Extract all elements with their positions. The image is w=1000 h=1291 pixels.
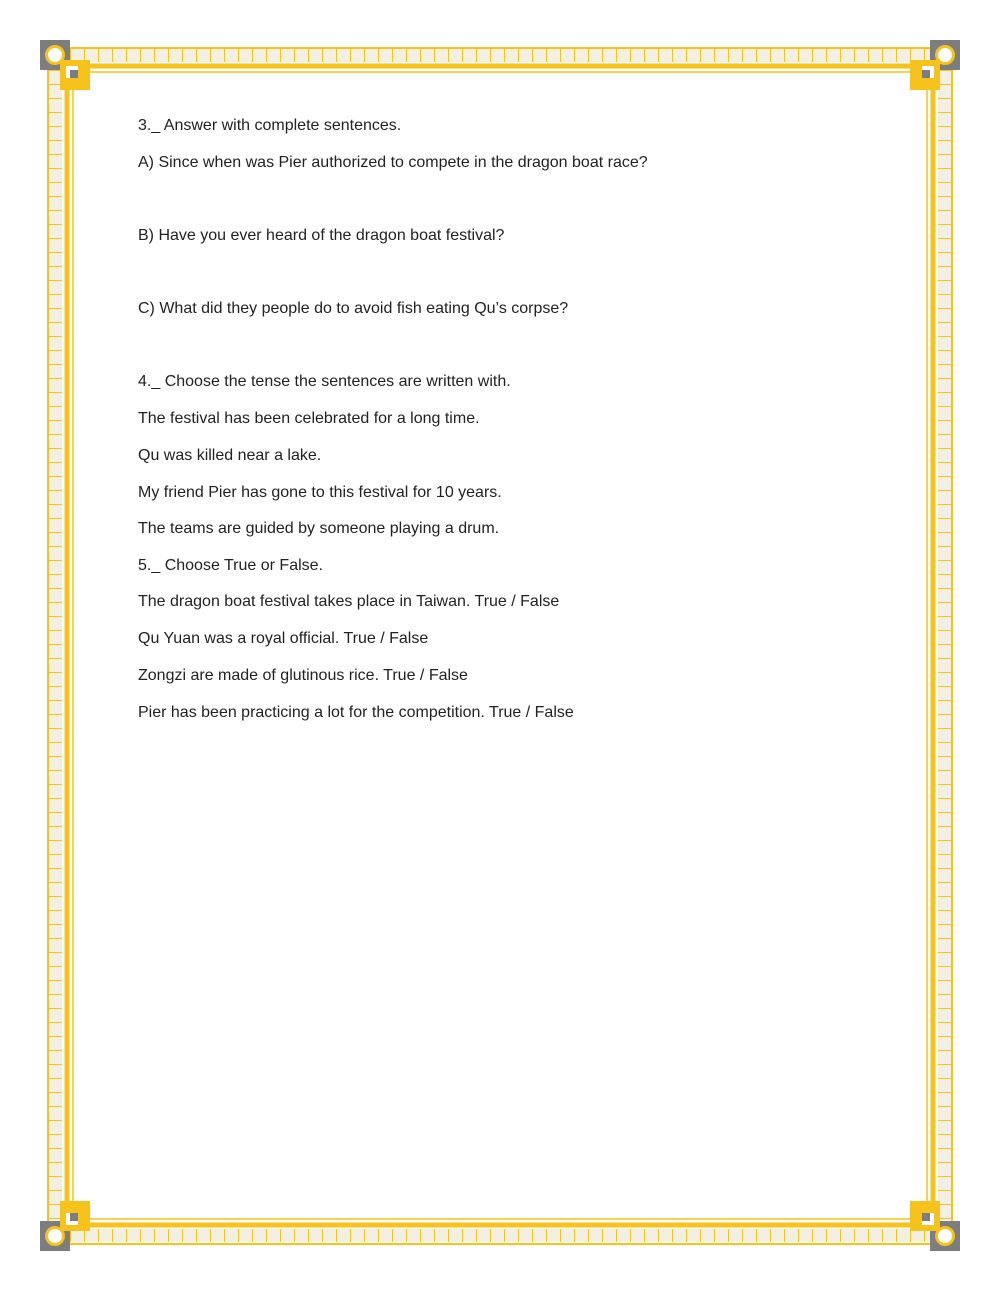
- question-b: B) Have you ever heard of the dragon boat festival?: [138, 227, 505, 244]
- true-false-item-1: The dragon boat festival takes place in Taiwan. True / False: [138, 593, 560, 610]
- tense-item-4: The teams are guided by someone playing a drum.: [138, 520, 500, 537]
- true-false-item-3: Zongzi are made of glutinous rice. True / False: [138, 667, 468, 684]
- question-a: A) Since when was Pier authorized to compete in the dragon boat race?: [138, 154, 648, 171]
- true-false-item-2: Qu Yuan was a royal official. True / False: [138, 630, 429, 647]
- true-false-item-4: Pier has been practicing a lot for the competition. True / False: [138, 704, 574, 721]
- section-4-heading: 4._ Choose the tense the sentences are written with.: [138, 373, 511, 390]
- tense-item-3: My friend Pier has gone to this festival for 10 years.: [138, 484, 502, 501]
- section-3-heading: 3._ Answer with complete sentences.: [138, 117, 402, 134]
- question-c: C) What did they people do to avoid fish eating Qu’s corpse?: [138, 300, 569, 317]
- tense-item-2: Qu was killed near a lake.: [138, 447, 322, 464]
- tense-item-1: The festival has been celebrated for a long time.: [138, 410, 480, 427]
- section-5-heading: 5._ Choose True or False.: [138, 557, 323, 574]
